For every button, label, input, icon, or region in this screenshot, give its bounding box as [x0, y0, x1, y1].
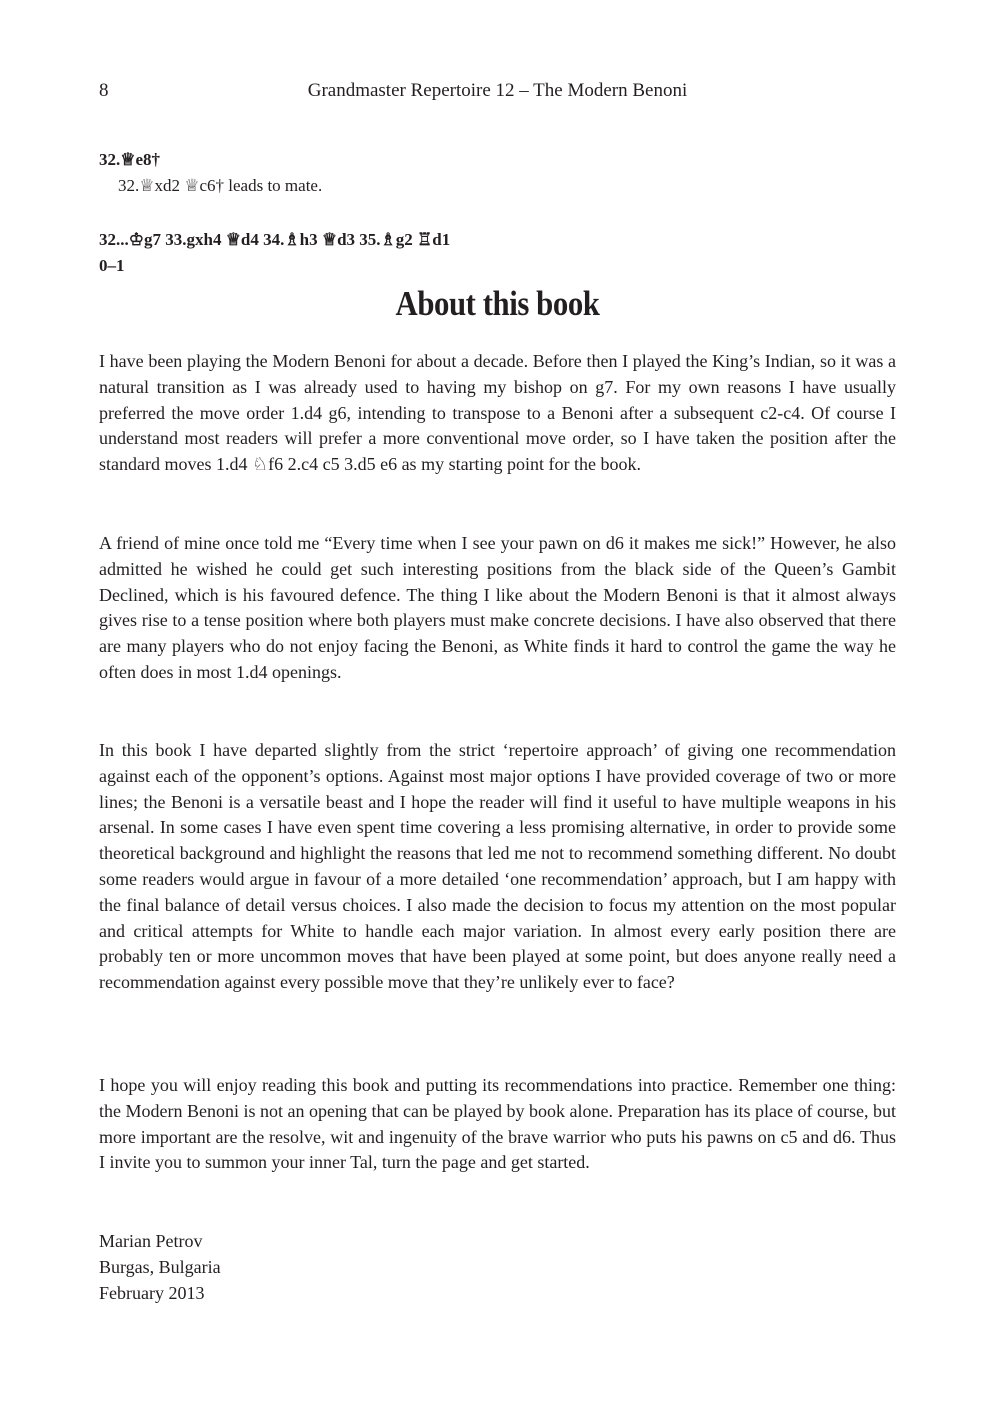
- paragraph: A friend of mine once told me “Every time when I see your pawn on d6 it makes me sick!” However, he also admitted he wished he could get such interesting positions from the black side of the Queen’s Gambit Declined, which is his favoured defence. The thing I like about the Modern Benoni is that it almost always gives rise to a tense position where both players must make concrete decisions. I have also observed that there are many players who do not enjoy facing the Benoni, as White finds it hard to control the game the way he often does in most 1.d4 openings.: [99, 533, 896, 682]
- move-line-main: 32.♕e8†: [99, 150, 161, 169]
- game-result: 0–1: [99, 256, 125, 275]
- move-line-variation: 32.♕xd2 ♕c6† leads to mate.: [118, 176, 323, 195]
- paragraph: I have been playing the Modern Benoni for about a decade. Before then I played the King’s Indian, so it was a natural transition as I was already used to having my bishop on g7. For my own reasons I have usually preferred the move order 1.d4 g6, intending to transpose to a Benoni after a subsequent c2-c4. Of course I understand most readers will prefer a more conventional move order, so I have taken the position after the standard moves 1.d4 ♘f6 2.c4 c5 3.d5 e6 as my starting point for the book.: [99, 351, 896, 475]
- paragraph: In this book I have departed slightly from the strict ‘repertoire approach’ of giving one recommendation against each of the opponent’s options. Against most major options I have provided coverage of two or more lines; the Benoni is a versatile beast and I hope the reader will find it useful to have multiple weapons in his arsenal. In some cases I have even spent time covering a less promising alternative, in order to provide some theoretical background and highlight the reasons that led me not to recommend something different. No doubt some readers would argue in favour of a more detailed ‘one recommendation’ approach, but I am happy with the final balance of detail versus choices. I also made the decision to focus my attention on the most popular and critical attempts for White to handle each major variation. In almost every early position there are probably ten or more uncommon moves that have been played at some point, but does anyone really need a recommendation against every possible move that they’re unlikely ever to face?: [99, 740, 896, 993]
- page-number: 8: [99, 80, 109, 101]
- page-header: [99, 80, 896, 110]
- paragraph: I hope you will enjoy reading this book and putting its recommendations into practice. Remember one thing: the Modern Benoni is not an opening that can be played by book alone. Preparation has its place of course, but more important are the resolve, wit and ingenuity of the brave warrior who puts his pawns on c5 and d6. Thus I invite you to summon your inner Tal, turn the page and get started.: [99, 1075, 896, 1173]
- move-line-continuation: 32...♔g7 33.gxh4 ♕d4 34.♗h3 ♕d3 35.♗g2 ♖d1: [99, 230, 451, 249]
- author-location: Burgas, Bulgaria: [99, 1256, 221, 1277]
- section-title: About this book: [395, 284, 600, 323]
- signature-block: [99, 1229, 221, 1306]
- running-title: Grandmaster Repertoire 12 – The Modern Benoni: [307, 80, 688, 101]
- signature-date: February 2013: [99, 1282, 205, 1303]
- author-name: Marian Petrov: [99, 1231, 203, 1251]
